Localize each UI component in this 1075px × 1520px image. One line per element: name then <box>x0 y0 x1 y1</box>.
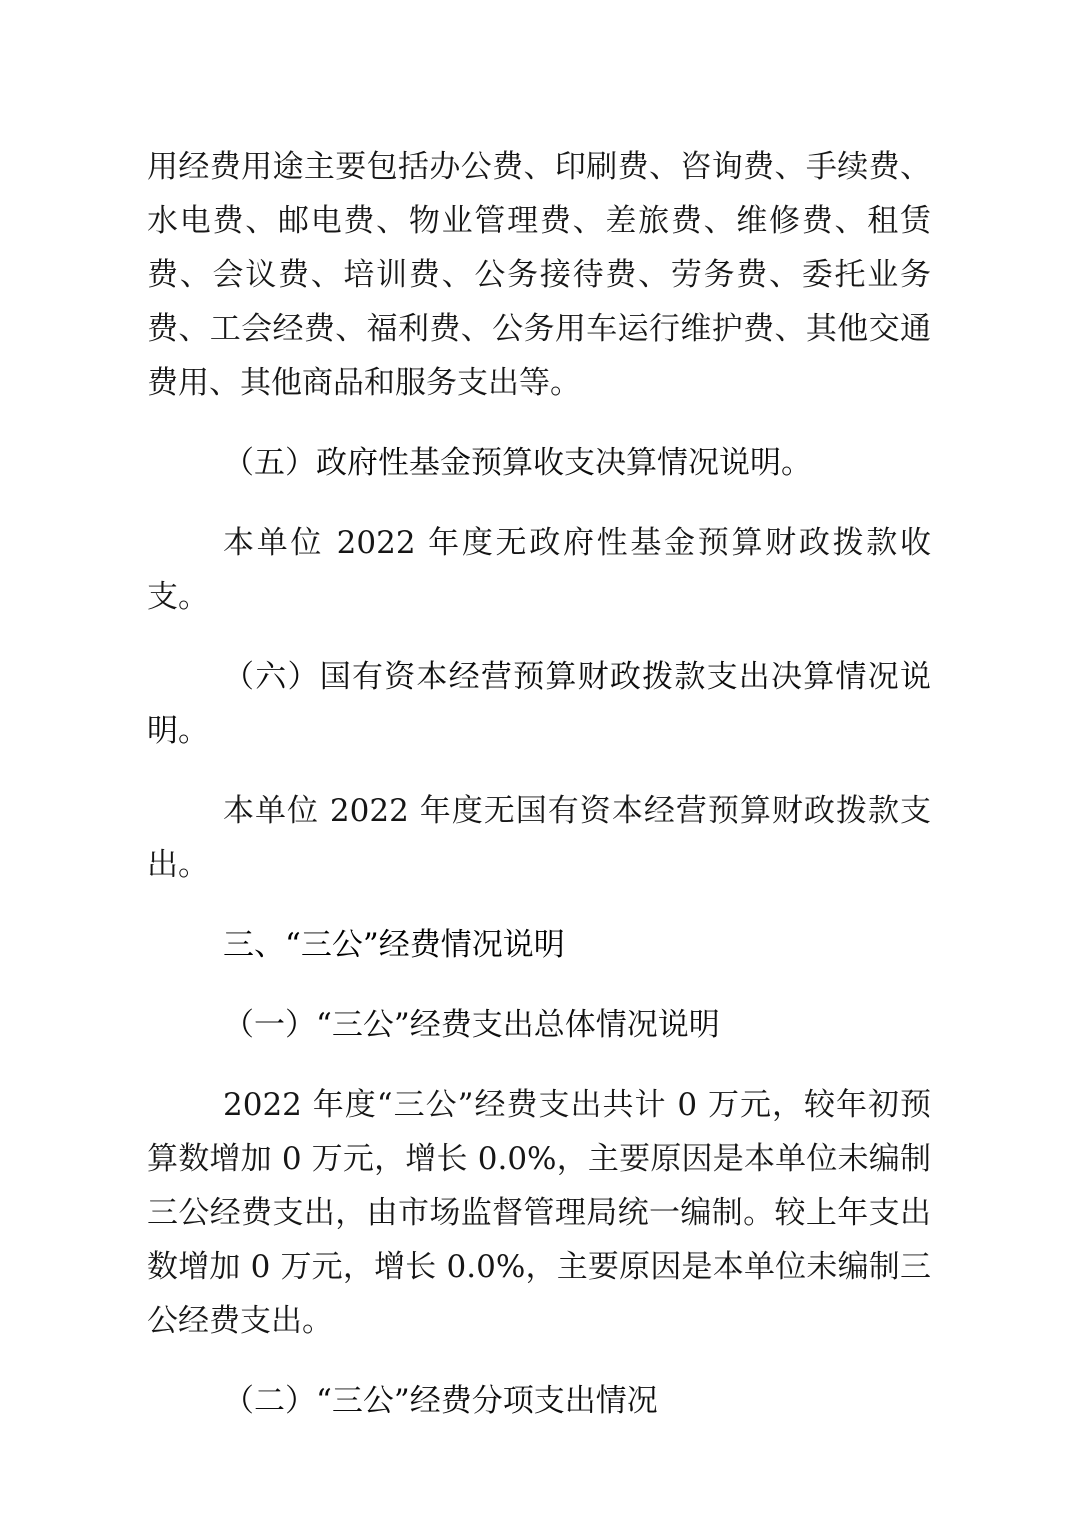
section-3-1-heading: （一）“三公”经费支出总体情况说明 <box>223 1007 720 1043</box>
paragraph-daily-expense-purposes: 用经费用途主要包括办公费、印刷费、咨询费、手续费、水电费、邮电费、物业管理费、差旅费、维修费、租赁费、会议费、培训费、公务接待费、劳务费、委托业务费、工会经费、福利费、公务用车运行维护费、其他交通费用、其他商品和服务支出等。 <box>147 149 931 401</box>
section-3-1-body: 2022 年度“三公”经费支出共计 0 万元，较年初预算数增加 0 万元，增长 0.0%，主要原因是本单位未编制三公经费支出，由市场监督管理局统一编制。较上年支出数增加 0 万元，增长 0.0%，主要原因是本单位未编制三公经费支出。 <box>147 1087 931 1339</box>
chapter-3-heading: 三、“三公”经费情况说明 <box>223 927 565 963</box>
section-6-body: 本单位 2022 年度无国有资本经营预算财政拨款支出。 <box>147 793 931 883</box>
document-content <box>147 140 931 1428</box>
section-5-body: 本单位 2022 年度无政府性基金预算财政拨款收支。 <box>147 525 931 615</box>
section-3-2-heading: （二）“三公”经费分项支出情况 <box>223 1383 658 1419</box>
section-6-heading: （六）国有资本经营预算财政拨款支出决算情况说明。 <box>147 659 931 749</box>
section-5-heading: （五）政府性基金预算收支决算情况说明。 <box>223 445 812 481</box>
